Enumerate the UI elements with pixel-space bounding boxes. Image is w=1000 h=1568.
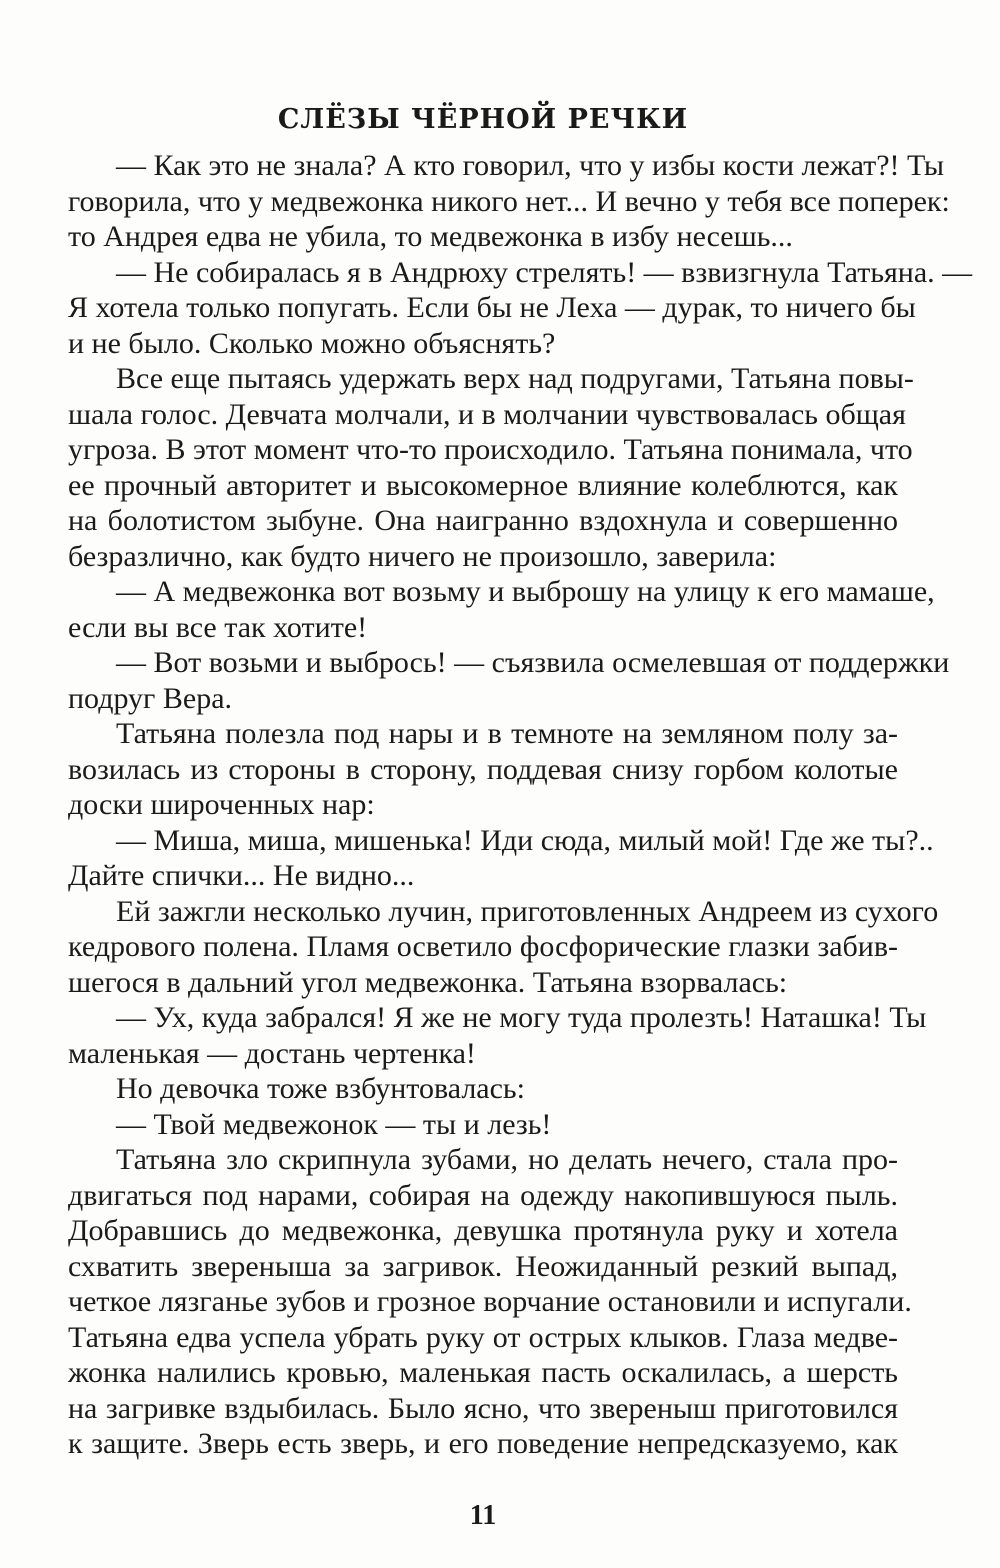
text-line: четкое лязганье зубов и грозное ворчание остановили и испугали. xyxy=(68,1285,912,1318)
text-line: Добравшись до медвежонка, девушка протянула руку и хотела xyxy=(68,1214,898,1247)
text-line: Татьяна едва успела убрать руку от острых клыков. Глаза медве- xyxy=(68,1320,898,1354)
text-line: жонка налились кровью, маленькая пасть оскалилась, а шерсть xyxy=(68,1356,898,1389)
text-line: то Андрея едва не убила, то медвежонка в избу несешь... xyxy=(68,220,793,253)
text-line: Татьяна полезла под нары и в темноте на земляном полу за- xyxy=(116,717,898,750)
text-line: маленькая — достань чертенка! xyxy=(68,1036,476,1070)
text-line: — А медвежонка вот возьму и выброшу на улицу к его мамаше, xyxy=(116,575,935,608)
text-line: безразлично, как будто ничего не произошло, заверила: xyxy=(68,539,777,573)
text-line: Дайте спички... Не видно... xyxy=(68,859,415,892)
text-line: ее прочный авторитет и высокомерное влияние колеблются, как xyxy=(68,468,898,502)
text-line: — Твой медвежонок — ты и лезь! xyxy=(116,1107,552,1141)
text-line: говорила, что у медвежонка никого нет... И вечно у тебя все поперек: xyxy=(68,184,950,218)
text-line: Все еще пытаясь удержать верх над подругами, Татьяна повы- xyxy=(116,362,914,395)
text-line: — Ух, куда забрался! Я же не могу туда пролезть! Наташка! Ты xyxy=(116,1001,927,1034)
running-head: СЛЁЗЫ ЧЁРНОЙ РЕЧКИ xyxy=(277,104,689,135)
text-line: на загривке вздыбилась. Было ясно, что звереныш приготовился xyxy=(68,1391,898,1425)
text-line: и не было. Сколько можно объяснять? xyxy=(68,326,556,360)
text-line: схватить звереныша за загривок. Неожиданный резкий выпад, xyxy=(68,1249,898,1283)
text-line: шегося в дальний угол медвежонка. Татьяна взорвалась: xyxy=(68,965,788,999)
text-line: двигаться под нарами, собирая на одежду накопившуюся пыль. xyxy=(68,1178,898,1212)
text-line: — Вот возьми и выбрось! — съязвила осмелевшая от поддержки xyxy=(116,646,950,679)
page-number: 11 xyxy=(469,1500,497,1531)
text-line: — Не собиралась я в Андрюху стрелять! — взвизгнула Татьяна. — xyxy=(116,255,973,289)
text-line: — Миша, миша, мишенька! Иди сюда, милый мой! Где же ты?.. xyxy=(116,823,934,857)
text-line: Я хотела только попугать. Если бы не Леха — дурак, то ничего бы xyxy=(68,291,916,324)
body-text xyxy=(68,148,973,1462)
text-line: угроза. В этот момент что-то происходило. Татьяна понимала, что xyxy=(68,433,913,466)
text-line: возилась из стороны в сторону, поддевая снизу горбом колотые xyxy=(68,752,898,786)
text-line: доски широченных нар: xyxy=(68,788,375,821)
text-line: Но девочка тоже взбунтовалась: xyxy=(116,1072,525,1105)
text-line: если вы все так хотите! xyxy=(68,610,368,644)
text-line: к защите. Зверь есть зверь, и его поведение непредсказуемо, как xyxy=(68,1427,898,1460)
text-line: Татьяна зло скрипнула зубами, но делать нечего, стала про- xyxy=(116,1143,898,1176)
text-line: кедрового полена. Пламя осветило фосфорические глазки забив- xyxy=(68,930,898,963)
text-line: Ей зажгли несколько лучин, приготовленных Андреем из сухого xyxy=(116,894,939,928)
text-line: подруг Вера. xyxy=(68,681,233,715)
text-line: шала голос. Девчата молчали, и в молчании чувствовалась общая xyxy=(68,397,906,431)
text-line: — Как это не знала? А кто говорил, что у избы кости лежат?! Ты xyxy=(116,149,945,182)
text-line: на болотистом зыбуне. Она наигранно вздохнула и совершенно xyxy=(68,504,898,537)
